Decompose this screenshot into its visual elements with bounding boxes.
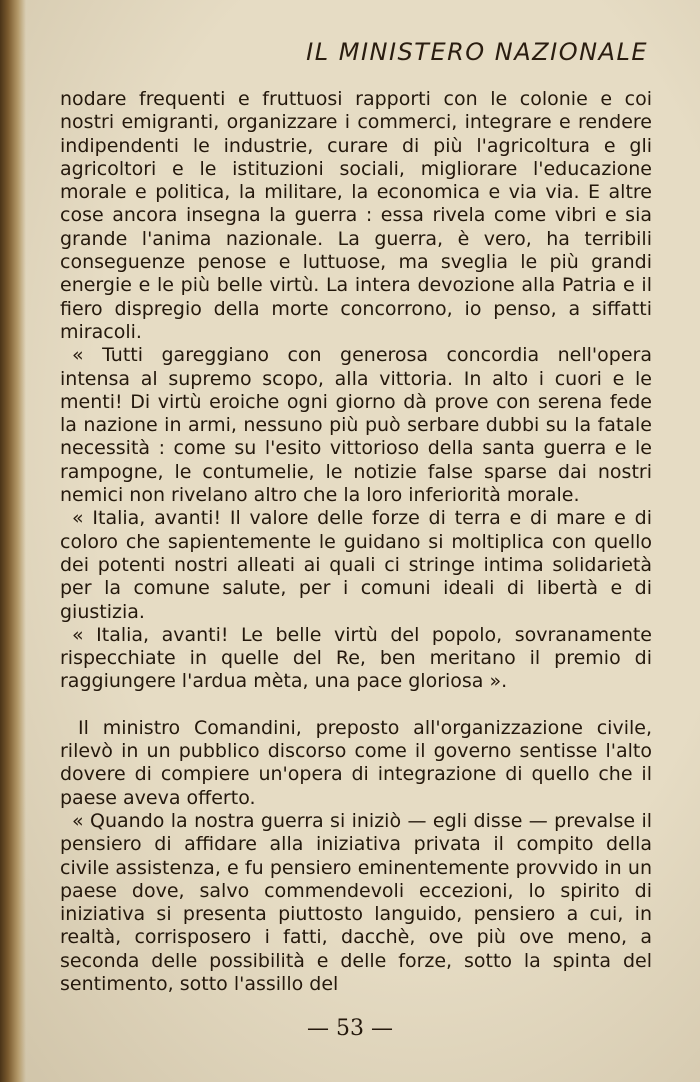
body-text <box>60 88 652 996</box>
running-head: IL MINISTERO NAZIONALE <box>306 38 648 66</box>
quote-paragraph: « Italia, avanti! Il valore delle forze di terra e di mare e di coloro che sapientemente le guidano si moltiplica con quello dei potenti nostri alleati ai quali ci stringe intima solidarietà per la comune salute, per i comuni ideali di libertà e di giustizia. <box>60 507 652 623</box>
paragraph: Il ministro Comandini, preposto all'organizzazione civile, rilevò in un pubblico discorso come il governo sentisse l'alto dovere di compiere un'opera di integrazione di quello che il paese aveva offerto. <box>60 716 652 809</box>
quote-paragraph: « Tutti gareggiano con generosa concordia nell'opera intensa al supremo scopo, alla vittoria. In alto i cuori e le menti! Di virtù eroiche ogni giorno dà prove con serena fede la nazione in armi, nessuno più può serbare dubbi su la fatale necessità : come su l'esito vittorioso della santa guerra e le rampogne, le contumelie, le notizie false sparse dai nostri nemici non rivelano altro che la loro inferiorità morale. <box>60 344 652 507</box>
paragraph-continued: nodare frequenti e fruttuosi rapporti con le colonie e coi nostri emigranti, organizzare i commerci, integrare e rendere indipendenti le industrie, curare di più l'agricoltura e gli agricoltori e le istituzioni sociali, migliorare l'educazione morale e politica, la militare, la economica e via via. E altre cose ancora insegna la guerra : essa rivela come vibri e sia grande l'anima nazionale. La guerra, è vero, ha terribili conseguenze penose e luttuose, ma sveglia le più grandi energie e le più belle virtù. La intera devozione alla Patria e il fiero dispregio della morte concorrono, io penso, a siffatti miracoli. <box>60 88 652 343</box>
page-number: — 53 — <box>307 1016 393 1041</box>
binding-shadow <box>0 0 26 1082</box>
quote-paragraph: « Italia, avanti! Le belle virtù del popolo, sovranamente rispecchiate in quelle del Re, ben meritano il premio di raggiungere l'ardua mèta, una pace gloriosa ». <box>60 623 652 693</box>
quote-paragraph: « Quando la nostra guerra si iniziò — egli disse — prevalse il pensiero di affidare alla iniziativa privata il compito della civile assistenza, e fu pensiero eminentemente provvido in un paese dove, salvo commendevoli eccezioni, lo spirito di iniziativa si presenta piuttosto languido, pensiero a cui, in realtà, corrisposero i fatti, dacchè, ove più ove meno, a seconda delle possibilità e delle forze, sotto la spinta del sentimento, sotto l'assillo del <box>60 809 652 995</box>
